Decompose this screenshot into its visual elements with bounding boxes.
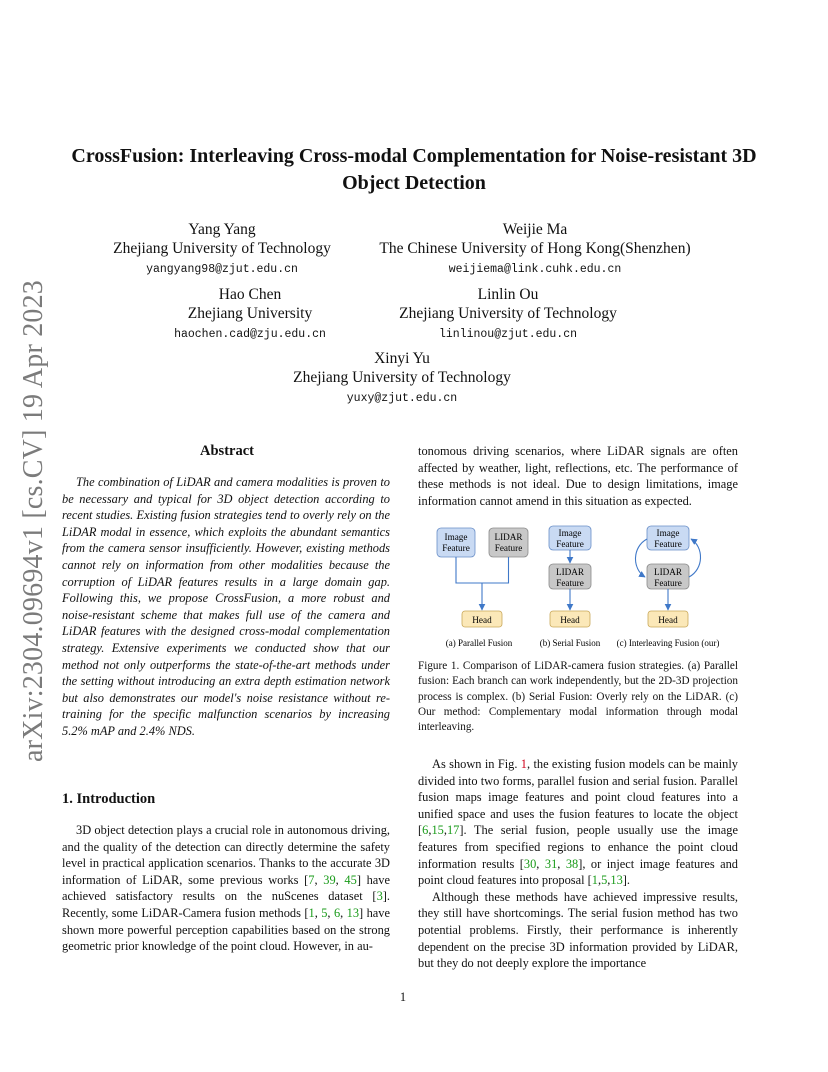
citation-link[interactable]: 17 xyxy=(446,823,460,838)
figure-1-diagram xyxy=(418,517,738,652)
box-label: Feature xyxy=(654,578,682,588)
subcaption-c: (c) Interleaving Fusion (our) xyxy=(616,638,720,648)
diagram-a-parallel xyxy=(437,528,528,648)
author-email[interactable]: yangyang98@zjut.edu.cn xyxy=(146,263,298,276)
citation-link[interactable]: 6 xyxy=(333,905,341,920)
box-label: Head xyxy=(472,615,492,625)
subcaption-a: (a) Parallel Fusion xyxy=(445,638,513,648)
author-name: Weijie Ma xyxy=(502,221,568,238)
author-affiliation: Zhejiang University of Technology xyxy=(293,369,511,386)
interleave-arrow-right xyxy=(689,539,701,577)
citation-link[interactable]: 3 xyxy=(376,889,383,904)
text-span: 3D object detection plays a crucial role in autonomous driving, and the quality of the detection can directly determine the safety level in practical application scenarios. Thanks to the accurate 3D information of LiDAR, some previous works [ xyxy=(62,823,390,887)
citation-link[interactable]: 15 xyxy=(431,823,444,838)
citation-link[interactable]: 5 xyxy=(601,873,608,888)
author-name: Hao Chen xyxy=(218,286,282,303)
text-span: ] have achieved satisfactory results on the nuScenes dataset [ xyxy=(62,872,390,904)
citation-link[interactable]: 13 xyxy=(346,905,360,920)
author-block-2 xyxy=(368,220,702,278)
abstract-paragraph: The combination of LiDAR and camera modalities is proven to be necessary and typical for 3D object detection according to recent studies. Existing fusion strategies tend to overly rely on the LiDAR modal in essence, which exploits the abundant semantics from the camera sensor insufficiently. However, existing methods cannot rely on information from other modalities because the corruption of LiDAR features results in a large domain gap. Following this, we propose CrossFusion, a more robust and noise-resistant scheme that makes full use of the camera and LiDAR features with the designed cross-modal complementation strategy. Extensive experiments we conducted show that our method not only outperforms the state-of-the-art methods under the setting without introducing an extra depth estimation network but also demonstrates our model's noise resistance without re-training for the specific malfunction scenarios by increasing 5.2% mAP and 2.4% NDS. xyxy=(62,475,390,738)
arxiv-stamp xyxy=(14,279,54,762)
title-line-1: CrossFusion: Interleaving Cross-modal Complementation for Noise-resistant 3D xyxy=(71,145,757,167)
box-label: Head xyxy=(560,615,580,625)
paragraph-continuation: tonomous driving scenarios, where LiDAR signals are often affected by weather, light, reflections, etc. The performance of these methods is not ideal. Due to design limitations, image information cannot amend in this situation as expected. xyxy=(418,444,738,508)
title-line-2: Object Detection xyxy=(342,172,486,194)
paragraph: Although these methods have achieved impressive results, they still have shortcomings. The serial fusion method has two potential problems. Firstly, their performance is inherently dependent on the precise 3D information provided by LiDAR, but they do not deeply explore the importance xyxy=(418,889,738,971)
text-span: ]. Recently, some LiDAR-Camera fusion methods [ xyxy=(62,889,390,920)
box-label: Feature xyxy=(494,543,523,553)
author-email[interactable]: weijiema@link.cuhk.edu.cn xyxy=(448,263,622,276)
page-number: 1 xyxy=(399,990,407,1004)
text-span: ] have shown more powerful perception capabilities based on the strong geometric prior knowledge of the point cloud. However, in au- xyxy=(62,905,390,954)
author-affiliation: Zhejiang University of Technology xyxy=(399,305,617,322)
author-name: Xinyi Yu xyxy=(374,350,430,367)
box-label: Feature xyxy=(442,543,470,553)
text-span: ], or inject image features and point cloud features into proposal [ xyxy=(418,856,739,888)
diagram-b-serial xyxy=(540,526,601,648)
subcaption-b: (b) Serial Fusion xyxy=(539,638,601,648)
citation-link[interactable]: 1 xyxy=(591,873,598,888)
text-span: , the existing fusion models can be mainly divided into two forms, parallel fusion and serial fusion. Parallel fusion maps image features and point cloud features into a unified space and uses the fusion features to locate the object [ xyxy=(418,757,738,838)
author-affiliation: The Chinese University of Hong Kong(Shenzhen) xyxy=(379,240,691,257)
citation-link[interactable]: 45 xyxy=(344,872,357,887)
box-label: Image xyxy=(444,532,468,542)
author-block-4 xyxy=(384,285,632,343)
author-name: Linlin Ou xyxy=(477,286,539,303)
caption-text: Figure 1. Comparison of LiDAR-camera fusion strategies. (a) Parallel fusion: Each branch can work independently, but the 2D-3D projection process is complex. (b) Serial Fusion: Overly rely on the LiDAR. (c) Our method: Complementary modal information through modal interleaving. xyxy=(418,660,738,734)
citation-link[interactable]: 5 xyxy=(321,905,328,920)
author-block-1 xyxy=(104,220,340,278)
citation-link[interactable]: 7 xyxy=(308,872,315,887)
arxiv-stamp-text: arXiv:2304.09694v1 [cs.CV] 19 Apr 2023 xyxy=(18,279,49,762)
box-label: Image xyxy=(558,528,582,538)
citation-link[interactable]: 31 xyxy=(544,856,558,871)
merge-line xyxy=(456,557,509,583)
intro-paragraph: 3D object detection plays a crucial role in autonomous driving, and the quality of the detection can directly determine the safety level in practical application scenarios. Thanks to the accurate 3D information of LiDAR, some previous works [7, 39, 45] have achieved satisfactory results on the nuScenes dataset [3]. Recently, some LiDAR-Camera fusion methods [1, 5, 6, 13] have shown more powerful perception capabilities based on the strong geometric prior knowledge of the point cloud. However, in au- xyxy=(62,823,390,954)
figure-link[interactable]: 1 xyxy=(520,757,527,771)
citation-link[interactable]: 30 xyxy=(523,856,537,871)
intro-text xyxy=(62,822,390,955)
citation-link[interactable]: 38 xyxy=(565,856,579,871)
diagram-c-interleaving xyxy=(617,526,720,648)
text-span: ]. xyxy=(622,873,631,888)
box-label: Head xyxy=(658,615,678,625)
figure-1-caption xyxy=(418,659,738,735)
box-label: Feature xyxy=(654,539,682,549)
text-span: As shown in Fig. xyxy=(432,757,521,771)
abstract-text xyxy=(62,474,390,740)
citation-link[interactable]: 39 xyxy=(323,872,336,887)
citation-link[interactable]: 13 xyxy=(610,873,623,888)
author-email[interactable]: haochen.cad@zju.edu.cn xyxy=(174,328,326,341)
box-label: LIDAR xyxy=(494,532,523,542)
right-column-body xyxy=(418,756,738,972)
abstract-heading: Abstract xyxy=(200,443,254,459)
author-name: Yang Yang xyxy=(188,221,256,238)
box-label: Feature xyxy=(556,578,584,588)
citation-link[interactable]: 1 xyxy=(308,905,315,920)
box-label: Image xyxy=(656,528,680,538)
box-label: Feature xyxy=(556,539,584,549)
author-email[interactable]: yuxy@zjut.edu.cn xyxy=(346,392,458,405)
interleave-arrow-left xyxy=(635,539,647,577)
paragraph: As shown in Fig. 1, the existing fusion models can be mainly divided into two forms, parallel fusion and serial fusion. Parallel fusion maps image features and point cloud features into a unified space and uses the fusion features to locate the object [6,15,17]. The serial fusion, people usually use the image features from specified regions to enhance the point cloud information results [30, 31, 38], or inject image features and point cloud features into proposal [1,5,13]. xyxy=(418,757,739,888)
section-heading-introduction: 1. Introduction xyxy=(62,791,156,807)
box-label: LIDAR xyxy=(555,567,585,577)
right-column-top-text xyxy=(418,443,738,509)
citation-link[interactable]: 6 xyxy=(422,823,429,838)
author-block-3 xyxy=(150,285,350,343)
text-span: ]. The serial fusion, people usually use the image features from specified regions to enhance the point cloud information results [ xyxy=(418,823,738,871)
author-email[interactable]: linlinou@zjut.edu.cn xyxy=(438,328,578,341)
author-affiliation: Zhejiang University of Technology xyxy=(113,240,331,257)
box-label: LIDAR xyxy=(653,567,683,577)
author-affiliation: Zhejiang University xyxy=(187,305,313,322)
paper-title xyxy=(60,143,768,197)
author-block-5 xyxy=(280,349,524,407)
